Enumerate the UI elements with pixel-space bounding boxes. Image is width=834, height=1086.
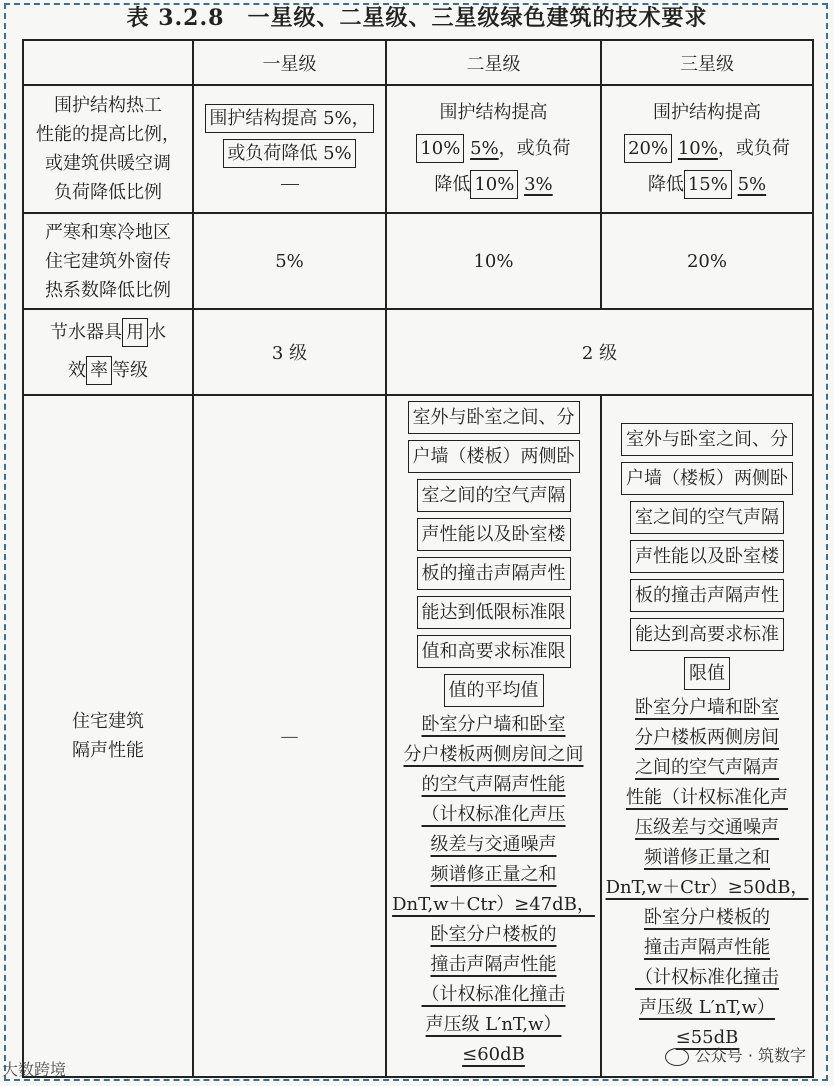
inserted-line: 声压级 L′nT,w）: [425, 1014, 562, 1035]
row-water: [23, 309, 813, 395]
row-water-one-star: 3 级: [193, 309, 386, 395]
inserted-line: 性能（计权标准化声: [626, 787, 788, 808]
row-thermal: [23, 85, 813, 213]
deleted-line: 户墙（楼板）两侧卧: [621, 462, 793, 495]
inserted-line: （计权标准化撞击: [421, 984, 566, 1005]
cell-text: ，或负荷: [717, 138, 790, 159]
table-title: 表 3.2.8 一星级、二星级、三星级绿色建筑的技术要求: [126, 5, 708, 31]
row-acoustic: [23, 395, 813, 1077]
row-thermal-two-star: [386, 85, 601, 213]
row-window: [23, 213, 813, 309]
watermark-left: [2, 1057, 66, 1080]
cell-text: 节水器具: [50, 322, 122, 343]
deleted-line: 室外与卧室之间、分: [408, 401, 580, 434]
cell-text: 降低: [434, 174, 471, 195]
inserted-line: （计权标准化声压: [421, 804, 566, 825]
row-thermal-label: [23, 85, 193, 213]
deleted-line: 板的撞击声隔声性: [630, 579, 784, 612]
inserted-line: 撞击声隔声性能: [644, 937, 770, 958]
requirements-table: [22, 39, 814, 1078]
inserted-line: 之间的空气声隔声: [635, 757, 779, 778]
deleted-line: 板的撞击声隔声性: [417, 557, 571, 590]
label-line: 隔声性能: [72, 740, 144, 761]
label-line: 负荷降低比例: [54, 182, 162, 203]
inserted-value: 3%: [524, 174, 553, 195]
row-water-two-three-star: 2 级: [386, 309, 813, 395]
deleted-text-box: 或负荷降低 5%: [223, 139, 355, 168]
watermark-left-text: 大数跨境: [2, 1060, 67, 1079]
cell-text: 围护结构提高: [439, 102, 548, 123]
deleted-line: 值和高要求标准限: [417, 635, 571, 668]
inserted-value: 10%: [677, 138, 718, 159]
deleted-char: 率: [86, 356, 112, 385]
inserted-line: 声压级 L′nT,w）: [639, 997, 775, 1018]
deleted-value: 20%: [624, 134, 672, 163]
cell-text: 围护结构提高: [653, 102, 761, 123]
row-acoustic-label: [23, 395, 193, 1077]
deleted-line: 室之间的空气声隔: [417, 479, 571, 512]
deleted-line: 室外与卧室之间、分: [621, 423, 793, 456]
label-line: 热系数降低比例: [45, 279, 171, 301]
inserted-line: 的空气声隔声性能: [421, 774, 566, 795]
inserted-line: 频谱修正量之和: [430, 864, 557, 885]
deleted-line: 户墙（楼板）两侧卧: [408, 440, 580, 473]
label-line: 性能的提高比例，: [36, 124, 180, 145]
inserted-line: （计权标准化撞击: [635, 967, 779, 988]
header-one-star: 一星级: [193, 40, 386, 85]
deleted-line: 限值: [684, 657, 730, 690]
row-window-one-star: 5%: [193, 213, 386, 309]
inserted-line: 分户楼板两侧房间之间: [403, 744, 584, 765]
label-line: 住宅建筑: [72, 711, 144, 732]
cell-text: 效: [68, 360, 86, 381]
label-line: 严寒和寒冷地区: [45, 221, 171, 243]
row-acoustic-three-star: [601, 395, 813, 1077]
row-water-label: [23, 309, 193, 395]
wechat-icon: [665, 1048, 689, 1066]
deleted-char: 用: [122, 318, 148, 347]
label-line: 或建筑供暖空调: [45, 153, 171, 174]
inserted-line: 压级差与交通噪声: [635, 817, 779, 838]
row-acoustic-two-star: [386, 395, 601, 1077]
inserted-line: 卧室分户楼板的: [430, 924, 557, 945]
cell-text: ，或负荷: [498, 138, 571, 159]
inserted-line: 卧室分户墙和卧室: [421, 714, 566, 735]
inserted-dash: [281, 184, 299, 186]
inserted-line: 撞击声隔声性能: [430, 954, 557, 975]
inserted-value: 5%: [737, 174, 767, 195]
header-three-star: 三星级: [601, 40, 813, 85]
label-line: 围护结构热工: [54, 95, 162, 116]
inserted-line: 级差与交通噪声: [430, 834, 557, 855]
row-acoustic-one-star: —: [193, 395, 386, 1077]
row-window-two-star: 10%: [386, 213, 601, 309]
deleted-text-box: 围护结构提高 5%，: [205, 104, 373, 133]
row-window-label: [23, 213, 193, 309]
cell-text: 水: [148, 322, 166, 343]
cell-text: 等级: [112, 360, 148, 381]
inserted-line: ≤55dB: [675, 1027, 739, 1048]
row-window-three-star: 20%: [601, 213, 813, 309]
header-two-star: 二星级: [386, 40, 601, 85]
header-row: [23, 40, 813, 85]
row-thermal-three-star: [601, 85, 813, 213]
deleted-value: 10%: [416, 134, 464, 163]
row-thermal-one-star: [193, 85, 386, 213]
deleted-line: 能达到高要求标准: [630, 618, 784, 651]
deleted-line: 能达到低限标准限: [417, 596, 571, 629]
deleted-line: 声性能以及卧室楼: [630, 540, 784, 573]
inserted-line: DnT,w＋Ctr）≥47dB，: [392, 894, 595, 915]
label-line: 住宅建筑外窗传: [45, 250, 171, 272]
deleted-line: 值的平均值: [444, 674, 544, 707]
inserted-value: 5%: [470, 138, 499, 159]
header-blank: [23, 40, 193, 85]
inserted-line: DnT,w＋Ctr）≥50dB，: [605, 877, 809, 898]
deleted-value: 15%: [684, 170, 732, 199]
inserted-line: 分户楼板两侧房间: [635, 727, 779, 748]
watermark-right: [665, 1043, 806, 1066]
cell-text: 降低: [647, 174, 684, 195]
watermark-right-text: 公众号 · 筑数字: [694, 1046, 806, 1065]
deleted-value: 10%: [470, 170, 518, 199]
inserted-line: 频谱修正量之和: [644, 847, 770, 868]
deleted-line: 室之间的空气声隔: [630, 501, 784, 534]
inserted-line: 卧室分户墙和卧室: [635, 697, 779, 718]
inserted-line: ≤60dB: [462, 1044, 525, 1065]
deleted-line: 声性能以及卧室楼: [417, 518, 571, 551]
inserted-line: 卧室分户楼板的: [644, 907, 770, 928]
